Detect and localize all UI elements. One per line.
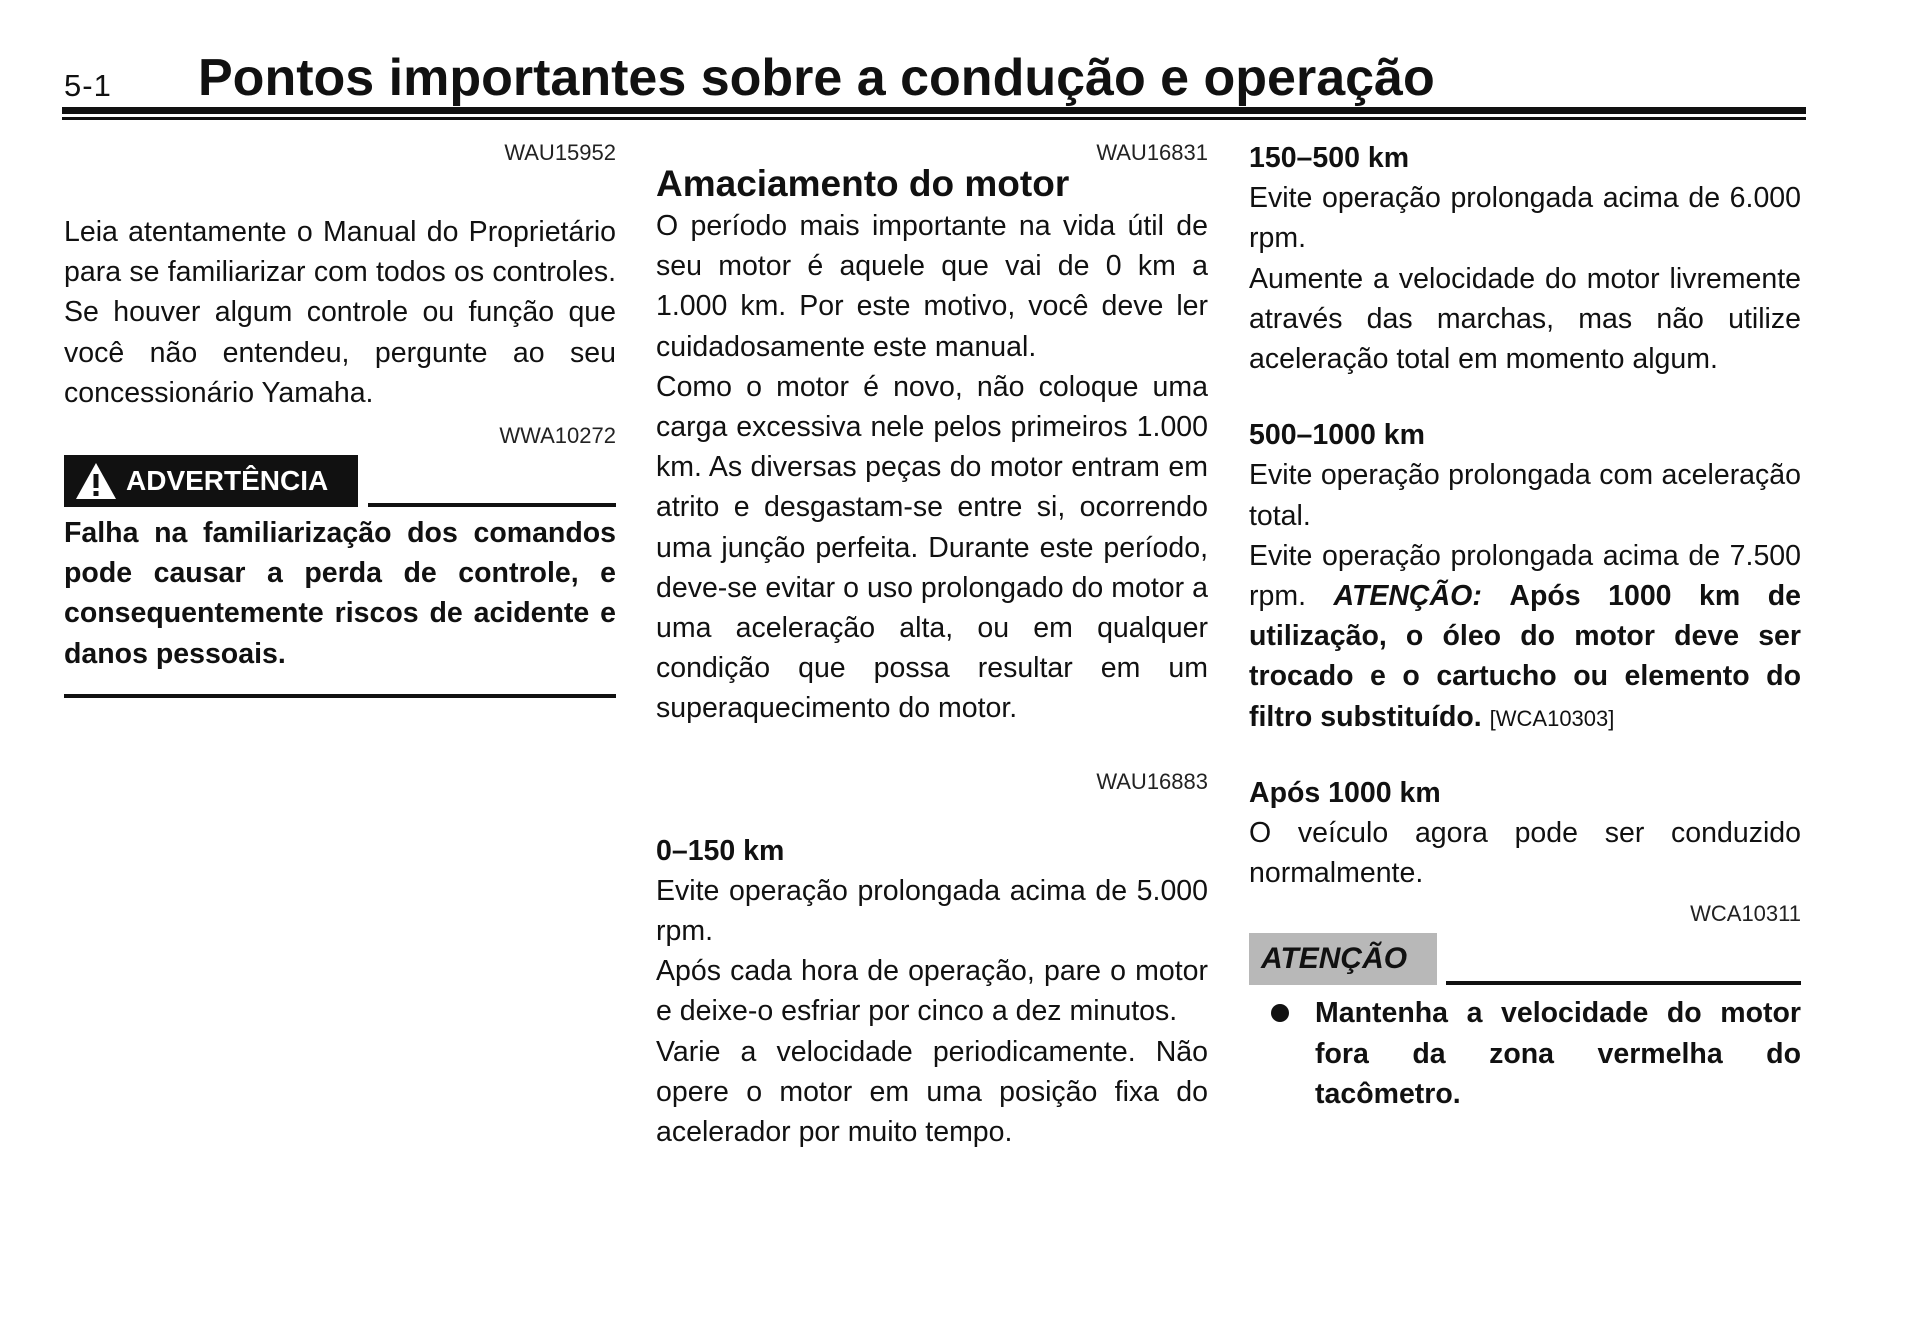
bullet-text: Mantenha a velocidade do motor fora da zona vermelha do tacômetro. — [1315, 997, 1801, 1110]
attention-header-line — [1446, 981, 1801, 985]
section-title: Amaciamento do motor — [656, 163, 1070, 204]
attention-header — [1249, 933, 1801, 985]
inline-attention-text: Após 1000 km de utilização, o óleo do motor deve ser trocado e o cartucho ou elemento do filtro substituído. — [1249, 580, 1802, 733]
page-title: Pontos importantes sobre a condução e operação — [198, 49, 1435, 107]
inline-code: [WCA10303] — [1489, 705, 1615, 731]
header-rule-thin — [62, 117, 1806, 120]
inline-attention-label: ATENÇÃO: — [1333, 580, 1482, 613]
warning-badge — [64, 455, 358, 507]
warning-triangle-icon — [74, 461, 118, 501]
attention-bullet — [1249, 993, 1801, 1114]
paragraph: Aumente a velocidade do motor livremente através das marchas, mas não utilize aceleração total em momento algum. — [1249, 262, 1801, 376]
spacer — [1249, 739, 1801, 773]
warning-bottom-line — [64, 694, 616, 698]
spacer — [656, 797, 1208, 831]
paragraph: Evite operação prolongada com aceleração total. — [1249, 459, 1801, 532]
column-right — [1249, 138, 1801, 1114]
attention-badge: ATENÇÃO — [1249, 933, 1437, 985]
header-rule-thick — [62, 107, 1806, 114]
column-left — [64, 138, 616, 698]
warning-text: Falha na familiarização dos comandos pode causar a perda de controle, e consequentemente riscos de acidente e danos pessoais. — [64, 517, 616, 670]
bullet-icon — [1271, 1004, 1289, 1022]
paragraph: Varie a velocidade periodicamente. Não opere o motor em uma posição fixa do acelerador por muito tempo. — [656, 1035, 1208, 1149]
intro-paragraph: Leia atentamente o Manual do Proprietário para se familiarizar com todos os controles. Se houver algum controle ou função que você não entendeu, pergunte ao seu concessionário Yamaha. — [64, 216, 616, 409]
paragraph: Após cada hora de operação, pare o motor e deixe-o esfriar por cinco a dez minutos. — [656, 955, 1208, 1028]
paragraph: O veículo agora pode ser conduzido normalmente. — [1249, 817, 1801, 890]
paragraph: Evite operação prolongada acima de 6.000 rpm. — [1249, 182, 1801, 255]
warning-header-line — [368, 503, 616, 507]
break-in-paragraph-1: O período mais importante na vida útil de seu motor é aquele que vai de 0 km a 1.000 km. Por este motivo, você deve ler cuidadosamente este manual. — [656, 210, 1208, 363]
reference-code: WAU15952 — [504, 140, 616, 165]
spacer — [64, 168, 616, 212]
reference-code: WCA10311 — [1690, 901, 1801, 927]
column-middle — [656, 138, 1208, 1152]
page-number: 5-1 — [64, 68, 112, 103]
reference-code: WAU16883 — [1096, 768, 1208, 794]
subheading-after-1000: Após 1000 km — [1249, 776, 1441, 809]
subheading-150-500: 150–500 km — [1249, 142, 1410, 174]
break-in-paragraph-2: Como o motor é novo, não coloque uma carga excessiva nele pelos primeiros 1.000 km. As diversas peças do motor entram em atrito e desgastam-se entre si, ocorrendo uma junção perfeita. Durante este período, deve-se evitar o uso prolongado do motor a uma aceleração alta, ou em qualquer condição que possa resultar em um superaquecimento do motor. — [656, 370, 1208, 725]
spacer — [1249, 379, 1801, 415]
text: Evite operação prolongada acima de 7.500 rpm. — [1249, 539, 1801, 613]
warning-label: ADVERTÊNCIA — [126, 464, 329, 496]
warning-header — [64, 455, 616, 507]
paragraph-with-attention — [1249, 536, 1801, 739]
warning-code: WWA10272 — [499, 423, 616, 449]
subheading-500-1000: 500–1000 km — [1249, 419, 1425, 452]
reference-code: WAU16831 — [1096, 140, 1208, 165]
subheading-0-150: 0–150 km — [656, 834, 785, 867]
paragraph: Evite operação prolongada acima de 5.000 rpm. — [656, 874, 1208, 948]
